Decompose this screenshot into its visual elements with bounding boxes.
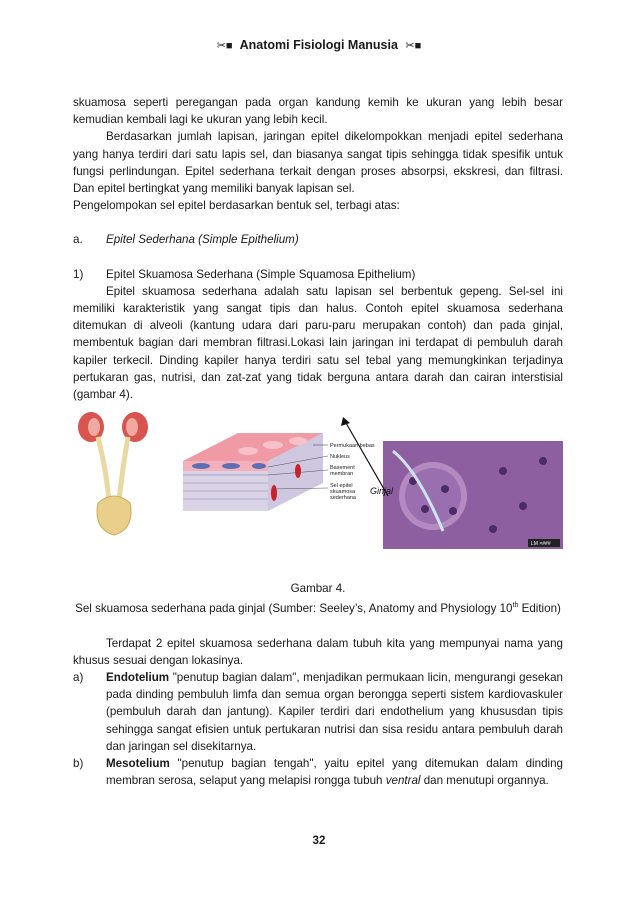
kidney-micrograph (383, 441, 563, 549)
paragraph: Epitel skuamosa sederhana adalah satu lapisan sel berbentuk gepeng. Sel-sel ini memiliki karakteristik yang sangat tipis dan halus. Contoh epitel skuamosa sederhana ditemukan di alveoli (kantung udara dari paru-paru merupakan contoh) dan pada ginjal, membentuk bagian dari membran filtrasi.Lokasi lain jaringan ini terdapat di pembuluh darah kapiler terkecil. Dinding kapiler hanya terdiri satu sel tebal yang memungkinkan terjadinya pertukaran gas, nutrisi, dan zat-zat yang tidak berguna antara darah dan cairan interstisial (gambar 4). (73, 284, 563, 402)
caption-text (73, 597, 563, 617)
label-membrane: membran (330, 471, 354, 478)
label-basement: Basement (330, 465, 355, 472)
section-heading (73, 231, 563, 248)
scissors-icon: ✂■ (405, 40, 422, 52)
definition: "penutup bagian tengah", yaitu epitel yang ditemukan dalam dinding membran serosa, selaput yang melapisi rongga tubuh (106, 756, 563, 788)
body-text (73, 94, 563, 789)
section-title: Epitel Sederhana (Simple Epithelium) (106, 233, 299, 247)
kidney-illustration (78, 412, 148, 535)
label-ginjal: Ginjal (370, 486, 394, 497)
caption-number: Gambar 4. (290, 582, 346, 596)
paragraph: Terdapat 2 epitel skuamosa sederhana dalam tubuh kita yang mempunyai nama yang khusus sesuai dengan lokasinya. (73, 636, 563, 667)
page-number: 32 (312, 834, 326, 847)
list-marker: 1) (73, 267, 84, 281)
definition: "penutup bagian dalam", menjadikan permukaan licin, mengurangi gesekan pada dinding pembuluh limfa dan semua organ berongga seperti sistem kardiovaskuler (pembuluh darah dan jantung). Kapiler terdiri dari endothelium yang khususdan tipis sehingga sangat efisien untuk pertukaran nutrisi dan sisa residu antara pembuluh darah dan jaringan sel disekitarnya. (106, 670, 563, 753)
header-title: Anatomi Fisiologi Manusia (239, 38, 398, 52)
label-nucleus: Nukleus (330, 454, 350, 461)
term-mesotelium: Mesotelium (106, 756, 170, 770)
list-marker: a. (73, 233, 83, 247)
subsection-title: Epitel Skuamosa Sederhana (Simple Squamosa Epithelium) (106, 267, 416, 281)
paragraph: Pengelompokan sel epitel berdasarkan bentuk sel, terbagi atas: (73, 199, 400, 213)
italic-term: ventral (385, 774, 421, 788)
label-simple: sederhana (330, 495, 356, 502)
caption-main: Sel skuamosa sederhana pada ginjal (Sumber: Seeley’s, Anatomy and Physiology 10 (75, 602, 513, 616)
figure-4 (73, 411, 563, 556)
list-item-text (106, 755, 563, 789)
list-marker: b) (73, 756, 84, 770)
definition-tail: dan menutupi organnya. (420, 774, 549, 788)
paragraph: Berdasarkan jumlah lapisan, jaringan epitel dikelompokkan menjadi epitel sederhana yang hanya terdiri dari satu lapis sel, dan biasanya sangat tipis sehingga tidak spesifik untuk fungsi perlindungan. Epitel sederhana terkait dengan proses absorpsi, ekskresi, dan filtrasi. Dan epitel bertingkat yang memiliki banyak lapisan sel. (73, 130, 563, 196)
label-squamous: skuamosa (330, 489, 356, 496)
list-item (73, 669, 563, 755)
scissors-icon: ✂■ (216, 40, 233, 52)
paragraph: skuamosa seperti peregangan pada organ kandung kemih ke ukuran yang lebih besar kemudian kembali lagi ke ukuran yang lebih kecil. (73, 96, 563, 127)
list-item-text (106, 669, 563, 755)
subsection-heading (73, 266, 563, 283)
term-endotelium: Endotelium (106, 670, 170, 684)
label-free-surface: Permukaan bebas (330, 443, 375, 450)
scale-label: LM ×### (531, 541, 551, 548)
caption-tail: Edition) (518, 602, 561, 616)
list-item (73, 755, 563, 789)
kidney-epithelium-illustration (73, 411, 563, 556)
list-marker: a) (73, 670, 84, 684)
running-header (0, 38, 638, 52)
label-cell: Sel epitel (330, 483, 353, 490)
caption-superscript: th (512, 602, 519, 610)
